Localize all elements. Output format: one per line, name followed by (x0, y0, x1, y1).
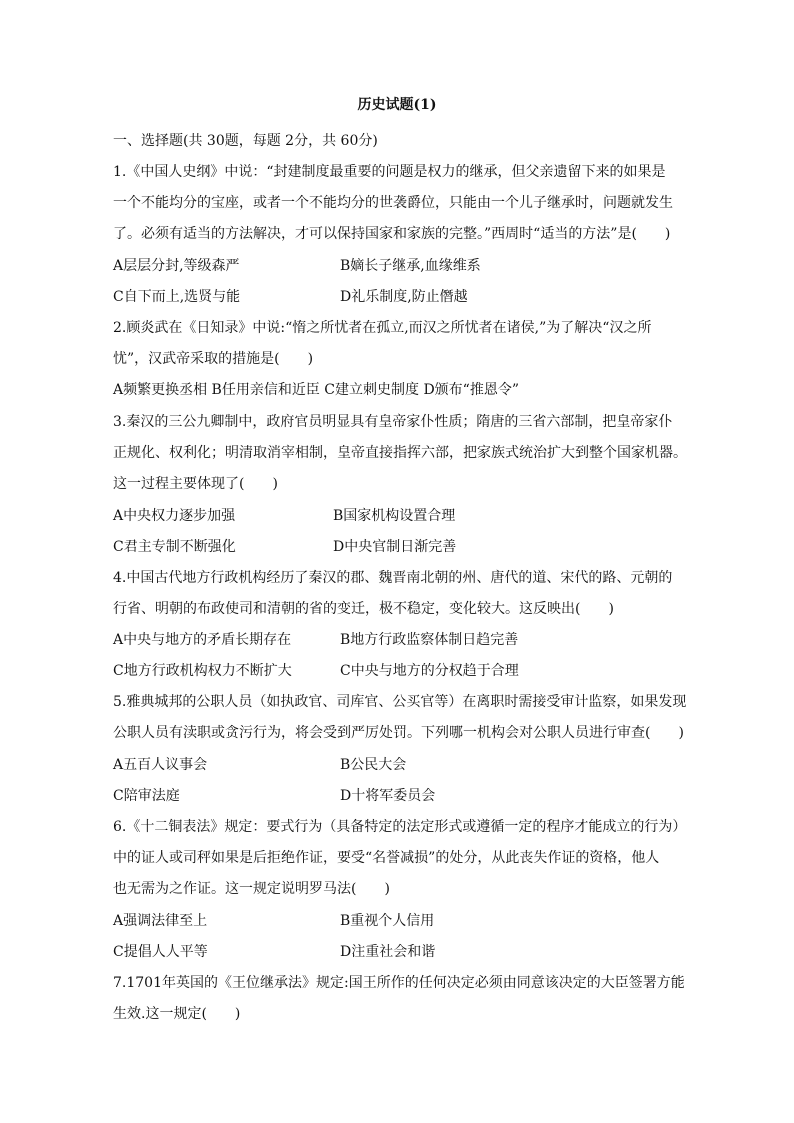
question-4-line-2: 行省、明朝的布政使司和清朝的省的变迁，极不稳定，变化较大。这反映出( ) (113, 601, 614, 617)
question-7-line-1: 7.1701年英国的《王位继承法》规定:国王所作的任何决定必须由同意该决定的大臣签署方能 (113, 975, 685, 991)
question-6-option-c: C提倡人人平等 (113, 944, 208, 960)
question-1-line-1: 1.《中国人史纲》中说：“封建制度最重要的问题是权力的继承，但父亲遗留下来的如果是 (113, 164, 666, 180)
question-6-line-2: 中的证人或司秤如果是后拒绝作证，要受“名誉减损”的处分，从此丧失作证的资格，他人 (113, 850, 660, 866)
question-3-line-2: 正规化、权利化；明清取消宰相制，皇帝直接指挥六部，把家族式统治扩大到整个国家机器。 (113, 445, 687, 461)
question-5-option-a: A五百人议事会 (113, 757, 208, 773)
question-1-option-c: C自下而上,选贤与能 (113, 289, 241, 305)
question-6-option-a: A强调法律至上 (113, 913, 208, 929)
question-3-line-3: 这一过程主要体现了( ) (113, 476, 278, 492)
question-4-option-b: B地方行政监察体制日趋完善 (340, 632, 519, 648)
question-1-line-2: 一个不能均分的宝座，或者一个不能均分的世袭爵位，只能由一个儿子继承时，问题就发生 (113, 195, 673, 211)
question-6-option-d: D注重社会和谐 (340, 944, 436, 960)
question-5-option-c: C陪审法庭 (113, 788, 180, 804)
question-4-option-a: A中央与地方的矛盾长期存在 (113, 632, 292, 648)
question-5-line-1: 5.雅典城邦的公职人员（如执政官、司库官、公买官等）在离职时需接受审计监察，如果发现 (113, 694, 687, 710)
question-5-line-2: 公职人员有渎职或贪污行为，将会受到严厉处罚。下列哪一机构会对公职人员进行审查( ) (113, 725, 684, 741)
question-5-option-b: B公民大会 (340, 757, 407, 773)
question-3-line-1: 3.秦汉的三公九卿制中，政府官员明显具有皇帝家仆性质；隋唐的三省六部制，把皇帝家仆 (113, 414, 673, 430)
question-3-option-b: B国家机构设置合理 (333, 508, 456, 524)
question-1-option-d: D礼乐制度,防止僭越 (340, 289, 468, 305)
question-6-line-3: 也无需为之作证。这一规定说明罗马法( ) (113, 881, 390, 897)
page-title: 历史试题(1) (357, 97, 437, 113)
question-4-option-c: C地方行政机构权力不断扩大 (113, 663, 292, 679)
question-6-option-b: B重视个人信用 (340, 913, 435, 929)
question-2-options: A频繁更换丞相 B任用亲信和近臣 C建立刺史制度 D颁布“推恩令” (113, 382, 519, 398)
question-4-line-1: 4.中国古代地方行政机构经历了秦汉的郡、魏晋南北朝的州、唐代的道、宋代的路、元朝的 (113, 570, 673, 586)
question-1-line-3: 了。必须有适当的方法解决，才可以保持国家和家族的完整。”西周时“适当的方法”是( ) (113, 226, 671, 242)
question-1-option-b: B嫡长子继承,血缘维系 (340, 258, 481, 274)
question-7-line-2: 生效.这一规定( ) (113, 1006, 241, 1022)
question-2-line-1: 2.顾炎武在《日知录》中说:“惰之所忧者在孤立,而汉之所忧者在诸侯,”为了解决“汉之所 (113, 320, 652, 336)
question-3-option-d: D中央官制日渐完善 (333, 539, 457, 555)
question-5-option-d: D十将军委员会 (340, 788, 436, 804)
question-2-line-2: 忧”，汉武帝采取的措施是( ) (113, 351, 314, 367)
question-3-option-a: A中央权力逐步加强 (113, 508, 236, 524)
section-heading: 一、选择题(共 30题，每题 2分，共 60分) (113, 133, 378, 149)
question-6-line-1: 6.《十二铜表法》规定：要式行为（具备特定的法定形式或遵循一定的程序才能成立的行为） (113, 819, 687, 835)
question-3-option-c: C君主专制不断强化 (113, 539, 236, 555)
question-4-option-d: C中央与地方的分权趋于合理 (340, 663, 519, 679)
question-1-option-a: A层层分封,等级森严 (113, 258, 240, 274)
